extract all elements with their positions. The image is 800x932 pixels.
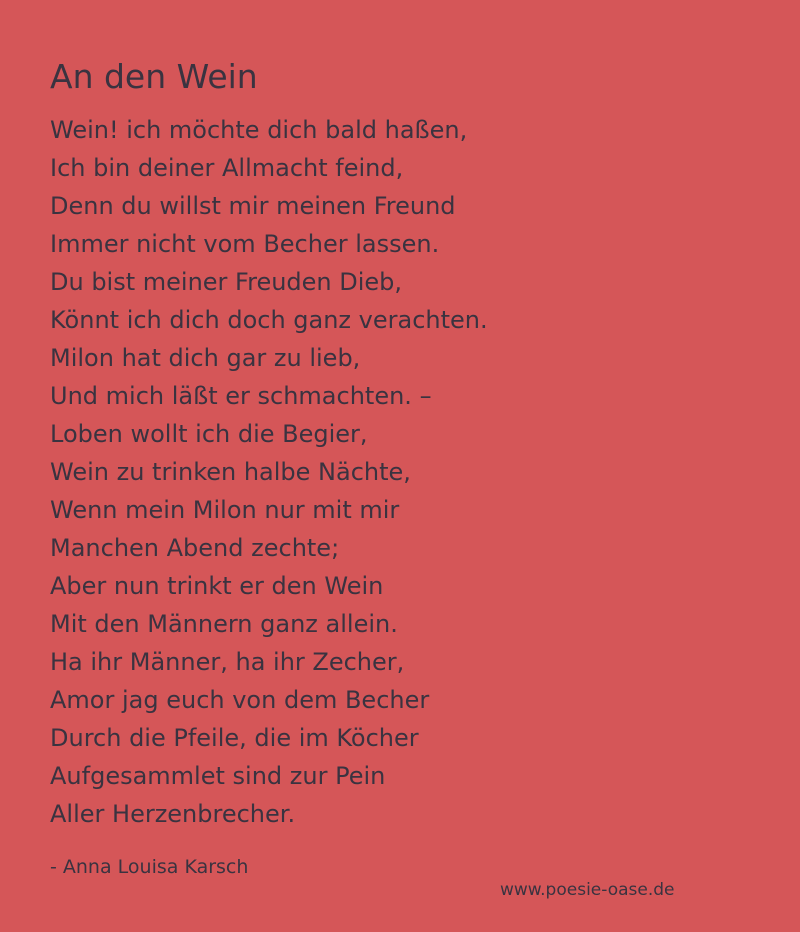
poem-line: Wein! ich möchte dich bald haßen,	[50, 116, 468, 144]
poem-line: Denn du willst mir meinen Freund	[50, 192, 456, 220]
poem-line: Aufgesammlet sind zur Pein	[50, 762, 386, 790]
poem-line: Du bist meiner Freuden Dieb,	[50, 268, 403, 296]
website-credit: www.poesie-oase.de	[500, 880, 675, 900]
poem-line: Immer nicht vom Becher lassen.	[50, 230, 440, 258]
poem-line: Mit den Männern ganz allein.	[50, 610, 398, 638]
poem-title: An den Wein	[50, 57, 258, 96]
poem-line: Aber nun trinkt er den Wein	[50, 572, 384, 600]
poem-line: Durch die Pfeile, die im Köcher	[50, 724, 419, 752]
poem-line: Wein zu trinken halbe Nächte,	[50, 458, 411, 486]
poem-line: Ha ihr Männer, ha ihr Zecher,	[50, 648, 405, 676]
poem-line: Könnt ich dich doch ganz verachten.	[50, 306, 488, 334]
poem-line: Wenn mein Milon nur mit mir	[50, 496, 400, 524]
poem-line: Amor jag euch von dem Becher	[50, 686, 430, 714]
poem-line: Milon hat dich gar zu lieb,	[50, 344, 361, 372]
poem-author: - Anna Louisa Karsch	[50, 856, 249, 878]
poem-line: Aller Herzenbrecher.	[50, 800, 296, 828]
poem-line: Manchen Abend zechte;	[50, 534, 340, 562]
poem-lines	[50, 111, 488, 833]
poem-line: Ich bin deiner Allmacht feind,	[50, 154, 404, 182]
poem-line: Und mich läßt er schmachten. –	[50, 382, 432, 410]
poem-line: Loben wollt ich die Begier,	[50, 420, 368, 448]
